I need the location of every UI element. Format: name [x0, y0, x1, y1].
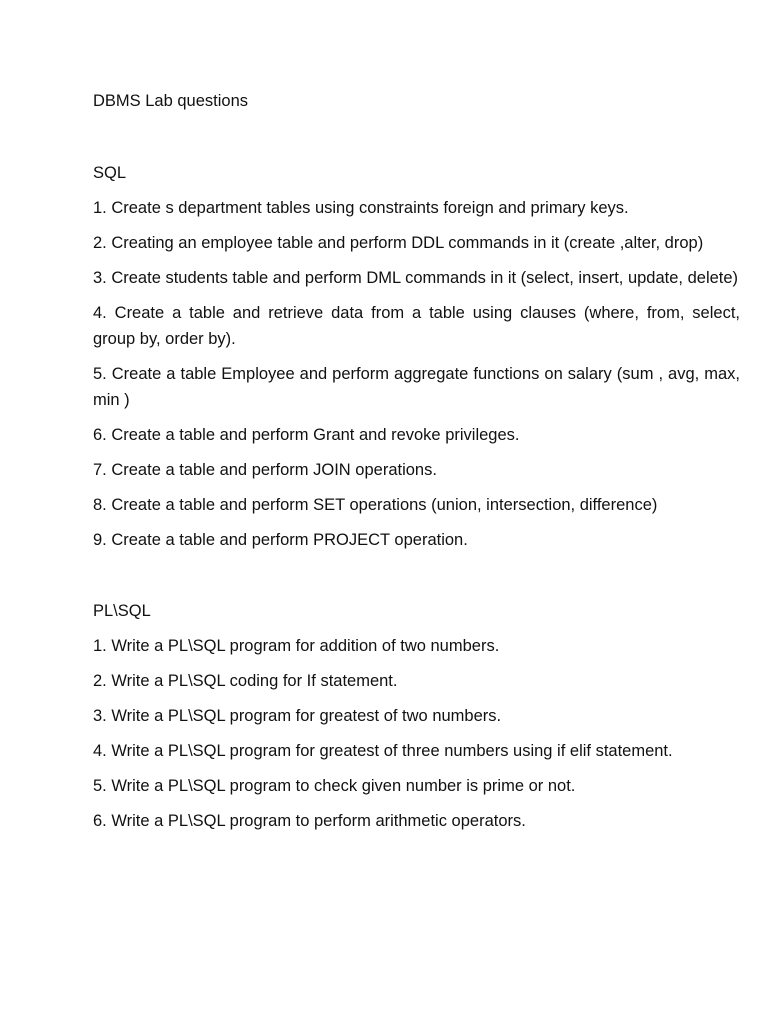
plsql-question-5: 5. Write a PL\SQL program to check given number is prime or not.: [93, 777, 576, 795]
sql-section: [93, 160, 740, 553]
sql-question-2: 2. Creating an employee table and perform DDL commands in it (create ,alter, drop): [93, 234, 704, 252]
plsql-heading: PL\SQL: [93, 602, 151, 620]
plsql-question-3: 3. Write a PL\SQL program for greatest of two numbers.: [93, 707, 502, 725]
sql-question-4: 4. Create a table and retrieve data from a table using clauses (where, from, select, group by, order by).: [93, 304, 740, 348]
sql-question-7: 7. Create a table and perform JOIN operations.: [93, 461, 437, 479]
document-title: DBMS Lab questions: [93, 92, 249, 110]
sql-question-9: 9. Create a table and perform PROJECT operation.: [93, 531, 468, 549]
sql-question-5: 5. Create a table Employee and perform aggregate functions on salary (sum , avg, max, min ): [93, 365, 740, 409]
sql-question-1: 1. Create s department tables using constraints foreign and primary keys.: [93, 199, 629, 217]
plsql-question-4: 4. Write a PL\SQL program for greatest of three numbers using if elif statement.: [93, 742, 673, 760]
sql-question-list: [93, 195, 740, 553]
plsql-question-1: 1. Write a PL\SQL program for addition of two numbers.: [93, 637, 500, 655]
plsql-section: [93, 598, 740, 834]
sql-question-8: 8. Create a table and perform SET operations (union, intersection, difference): [93, 496, 658, 514]
plsql-question-6: 6. Write a PL\SQL program to perform arithmetic operators.: [93, 812, 526, 830]
document-content: [93, 88, 740, 834]
plsql-question-list: [93, 633, 740, 834]
sql-heading: SQL: [93, 164, 127, 182]
plsql-question-2: 2. Write a PL\SQL coding for If statement.: [93, 672, 398, 690]
sql-question-6: 6. Create a table and perform Grant and revoke privileges.: [93, 426, 520, 444]
sql-question-3: 3. Create students table and perform DML commands in it (select, insert, update, delete): [93, 269, 739, 287]
